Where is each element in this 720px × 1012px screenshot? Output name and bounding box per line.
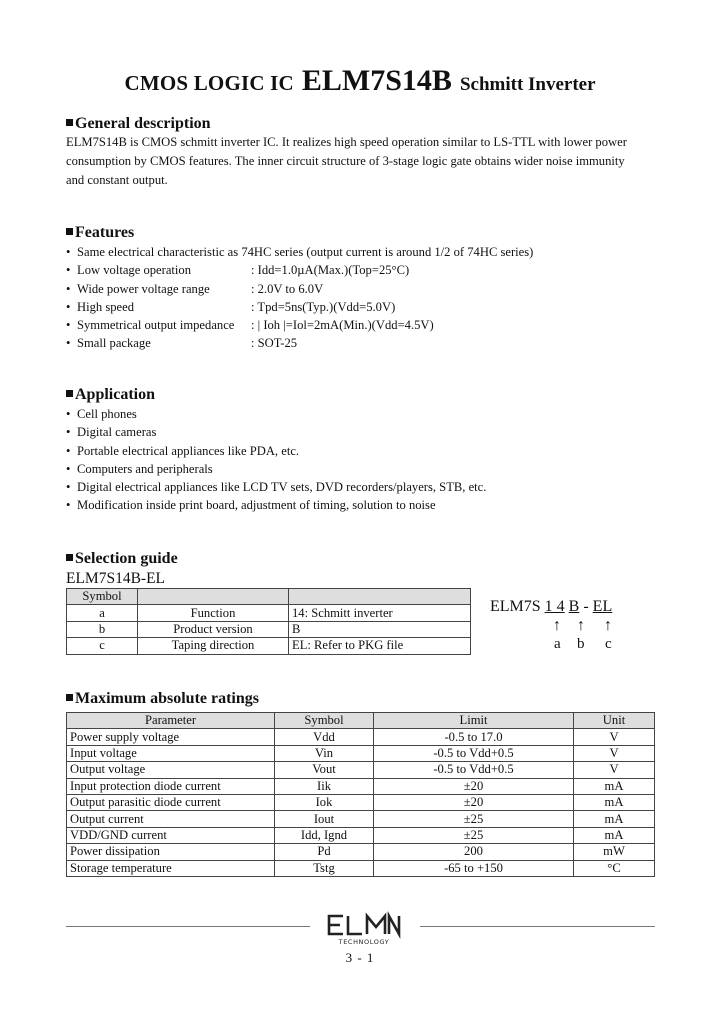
rating-symbol: Pd [275,844,374,860]
table-row [67,605,471,621]
square-bullet-icon [66,390,73,397]
rating-limit: -65 to +150 [374,860,574,876]
rating-limit: -0.5 to Vdd+0.5 [374,762,574,778]
part-number-decode [490,598,612,616]
application-item: • Cell phones [66,407,137,421]
arrow-up-icon: ↑ [553,617,561,634]
title-prefix: CMOS LOGIC IC [124,71,294,95]
rating-symbol: Tstg [275,860,374,876]
square-bullet-icon [66,554,73,561]
rating-limit: -0.5 to 17.0 [374,729,574,745]
rating-unit: V [574,745,655,761]
decode-base: ELM7S [490,598,541,615]
table-row [67,621,471,637]
rating-symbol: Vin [275,745,374,761]
arrow-up-icon: ↑ [577,617,585,634]
table-row [67,638,471,654]
logo-subtitle: TECHNOLOGY [338,938,390,946]
selection-item: Function [138,605,289,621]
decode-taping-code: EL [592,598,613,615]
rating-limit: 200 [374,844,574,860]
decode-letter-a: a [554,636,561,652]
selection-item: Taping direction [138,638,289,654]
selection-header-row [67,589,471,605]
decode-letter-c: c [605,636,612,652]
rating-unit: V [574,762,655,778]
selection-part-label: ELM7S14B-EL [66,570,166,587]
features-heading: Features [66,224,134,242]
rating-parameter: Storage temperature [67,860,275,876]
table-row [67,860,655,876]
table-row [67,762,655,778]
application-item: • Portable electrical appliances like PDA, etc. [66,443,300,458]
selection-table [66,588,471,655]
rating-parameter: Output current [67,811,275,827]
application-item: • Digital electrical appliances like LCD TV sets, DVD recorders/players, STB, etc. [66,480,487,495]
rating-symbol: Vout [275,762,374,778]
column-header: Limit [374,713,574,729]
selection-item: Product version [138,621,289,637]
rating-parameter: Power supply voltage [67,729,275,745]
selection-symbol: c [67,638,138,654]
title-suffix: Schmitt Inverter [459,74,596,95]
feature-item: • Wide power voltage range : 2.0V to 6.0V [66,281,324,296]
application-item: • Digital cameras [66,425,157,440]
general-description-text [66,133,660,190]
general-line: ELM7S14B is CMOS schmitt inverter IC. It realizes high speed operation similar to LS-TTL with lower power [66,135,627,149]
title-part-number: ELM7S14B [301,64,452,97]
column-header: Symbol [275,713,374,729]
feature-item: • Same electrical characteristic as 74HC series (output current is around 1/2 of 74HC series) [66,245,534,259]
rating-limit: ±25 [374,811,574,827]
square-bullet-icon [66,228,73,235]
application-list [66,405,486,515]
decode-version-code: B [568,598,580,615]
rating-unit: mA [574,778,655,794]
decode-letter-b: b [577,636,585,652]
feature-item: • Symmetrical output impedance : | Ioh |=Iol=2mA(Min.)(Vdd=4.5V) [66,318,434,333]
rating-limit: ±20 [374,778,574,794]
rating-unit: V [574,729,655,745]
rating-symbol: Vdd [275,729,374,745]
selection-guide-heading: Selection guide [66,550,178,568]
rating-unit: mW [574,844,655,860]
table-row [67,811,655,827]
selection-header-symbol: Symbol [67,589,138,605]
selection-symbol: a [67,605,138,621]
table-row [67,827,655,843]
rating-unit: mA [574,794,655,810]
rating-parameter: Output voltage [67,762,275,778]
general-line: and constant output. [66,173,168,187]
table-row [67,844,655,860]
features-list [66,243,533,353]
footer-divider-right [420,926,655,927]
column-header: Unit [574,713,655,729]
rating-unit: mA [574,827,655,843]
decode-function-code: 1 4 [544,598,565,615]
page-title [0,64,720,98]
page-number: 3 - 1 [345,950,375,965]
rating-symbol: Iok [275,794,374,810]
selection-desc: 14: Schmitt inverter [289,605,471,621]
selection-header-blank [289,589,471,605]
application-item: • Modification inside print board, adjustment of timing, solution to noise [66,498,436,513]
rating-symbol: Idd, Ignd [275,827,374,843]
table-row [67,729,655,745]
footer-divider-left [66,926,310,927]
square-bullet-icon [66,694,73,701]
rating-parameter: Power dissipation [67,844,275,860]
arrow-up-icon: ↑ [604,617,612,634]
general-line: consumption by CMOS features. The inner circuit structure of 3-stage logic gate obtains wider noise immunity [66,154,625,168]
selection-symbol: b [67,621,138,637]
feature-item: • Small package : SOT-25 [66,336,298,351]
rating-parameter: Output parasitic diode current [67,794,275,810]
feature-item: • Low voltage operation : Idd=1.0µA(Max.)(Top=25°C) [66,263,410,278]
table-row [67,745,655,761]
rating-limit: ±25 [374,827,574,843]
rating-limit: -0.5 to Vdd+0.5 [374,745,574,761]
rating-limit: ±20 [374,794,574,810]
ratings-header-row [67,713,655,729]
elm-technology-logo [325,910,403,946]
rating-parameter: Input voltage [67,745,275,761]
rating-unit: mA [574,811,655,827]
rating-symbol: Iik [275,778,374,794]
feature-item: • High speed : Tpd=5ns(Typ.)(Vdd=5.0V) [66,299,396,314]
ratings-table [66,712,655,877]
application-heading: Application [66,386,155,404]
rating-parameter: VDD/GND current [67,827,275,843]
ratings-heading: Maximum absolute ratings [66,690,259,708]
selection-header-blank [138,589,289,605]
square-bullet-icon [66,119,73,126]
general-description-heading: General description [66,115,211,133]
application-item: • Computers and peripherals [66,461,213,476]
selection-desc: B [289,621,471,637]
rating-symbol: Iout [275,811,374,827]
rating-unit: °C [574,860,655,876]
rating-parameter: Input protection diode current [67,778,275,794]
decode-dash: - [583,598,589,615]
column-header: Parameter [67,713,275,729]
table-row [67,794,655,810]
table-row [67,778,655,794]
selection-desc: EL: Refer to PKG file [289,638,471,654]
